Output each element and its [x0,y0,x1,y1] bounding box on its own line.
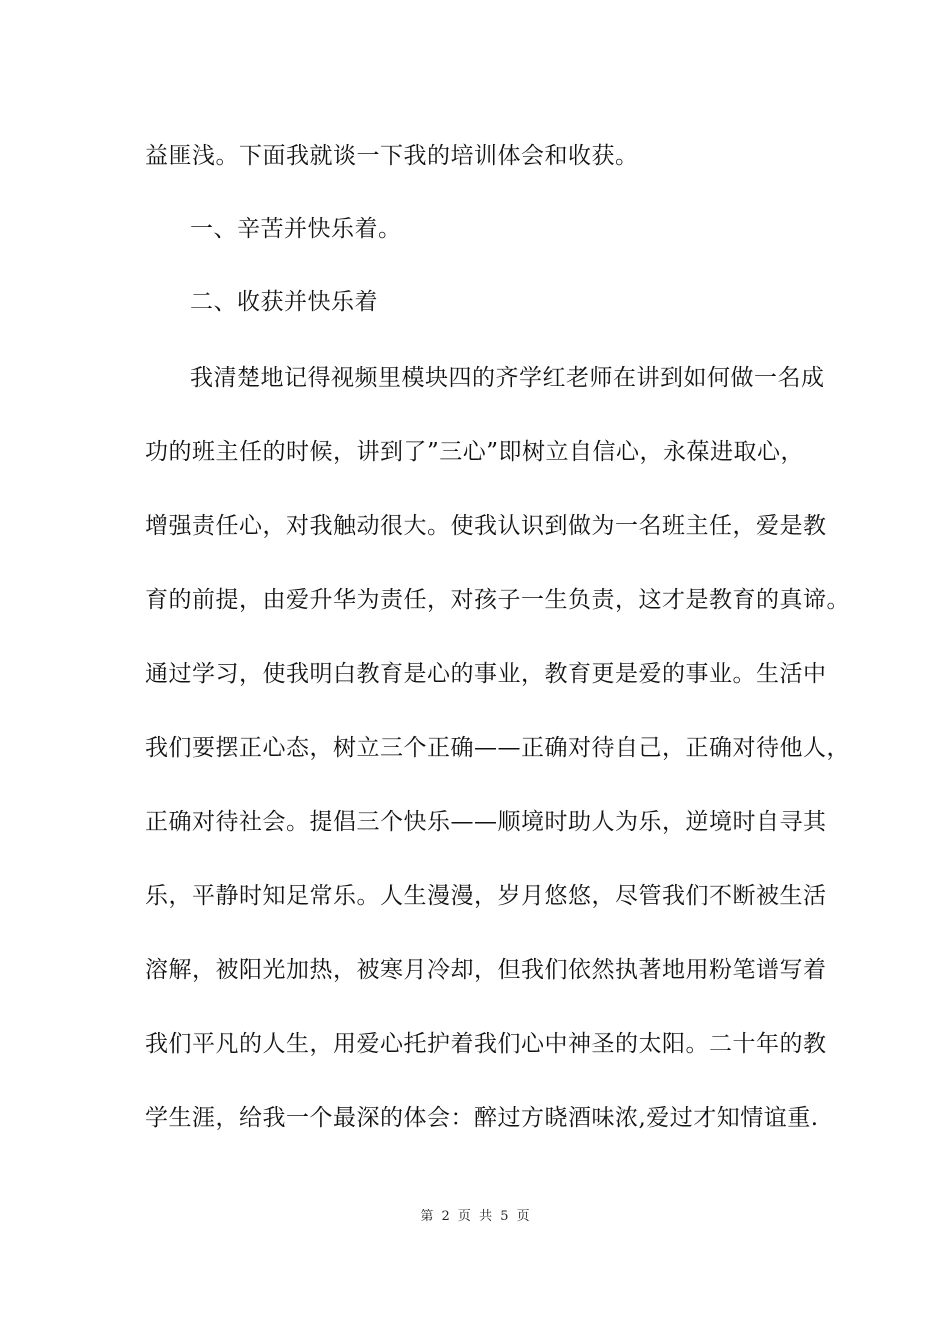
paragraph-line: 通过学习，使我明白教育是心的事业，教育更是爱的事业。生活中 [145,661,827,687]
footer-page-unit: 页 [457,1209,471,1224]
paragraph-line: 益匪浅。下面我就谈一下我的培训体会和收获。 [145,143,639,169]
paragraph-line: 我清楚地记得视频里模块四的齐学红老师在讲到如何做一名成 [190,365,825,391]
section-heading: 一、辛苦并快乐着。 [190,216,402,242]
footer-page-label: 第 [420,1209,434,1224]
paragraph-line: 乐，平静时知足常乐。人生漫漫，岁月悠悠，尽管我们不断被生活 [145,883,827,909]
footer-total-label: 共 [479,1209,493,1224]
paragraph-line: 增强责任心，对我触动很大。使我认识到做为一名班主任，爱是教 [145,513,827,539]
paragraph-line: 功的班主任的时候，讲到了”三心”即树立自信心，永葆进取心， [145,439,805,465]
paragraph-line: 育的前提，由爱升华为责任，对孩子一生负责，这才是教育的真谛。 [145,587,850,613]
paragraph-line: 学生涯，给我一个最深的体会：醉过方晓酒味浓,爱过才知情谊重. [145,1105,819,1131]
section-heading: 二、收获并快乐着 [190,289,378,315]
paragraph-line: 我们平凡的人生，用爱心托护着我们心中神圣的太阳。二十年的教 [145,1031,827,1057]
footer-total-pages: 5 [500,1209,509,1224]
page-footer [0,1208,950,1226]
paragraph-line: 溶解，被阳光加热，被寒月冷却，但我们依然执著地用粉笔谱写着 [145,957,827,983]
footer-total-unit: 页 [516,1209,530,1224]
paragraph-line: 我们要摆正心态，树立三个正确——正确对待自己，正确对待他人， [145,735,850,761]
paragraph-line: 正确对待社会。提倡三个快乐——顺境时助人为乐，逆境时自寻其 [145,809,827,835]
footer-current-page: 2 [441,1209,450,1224]
